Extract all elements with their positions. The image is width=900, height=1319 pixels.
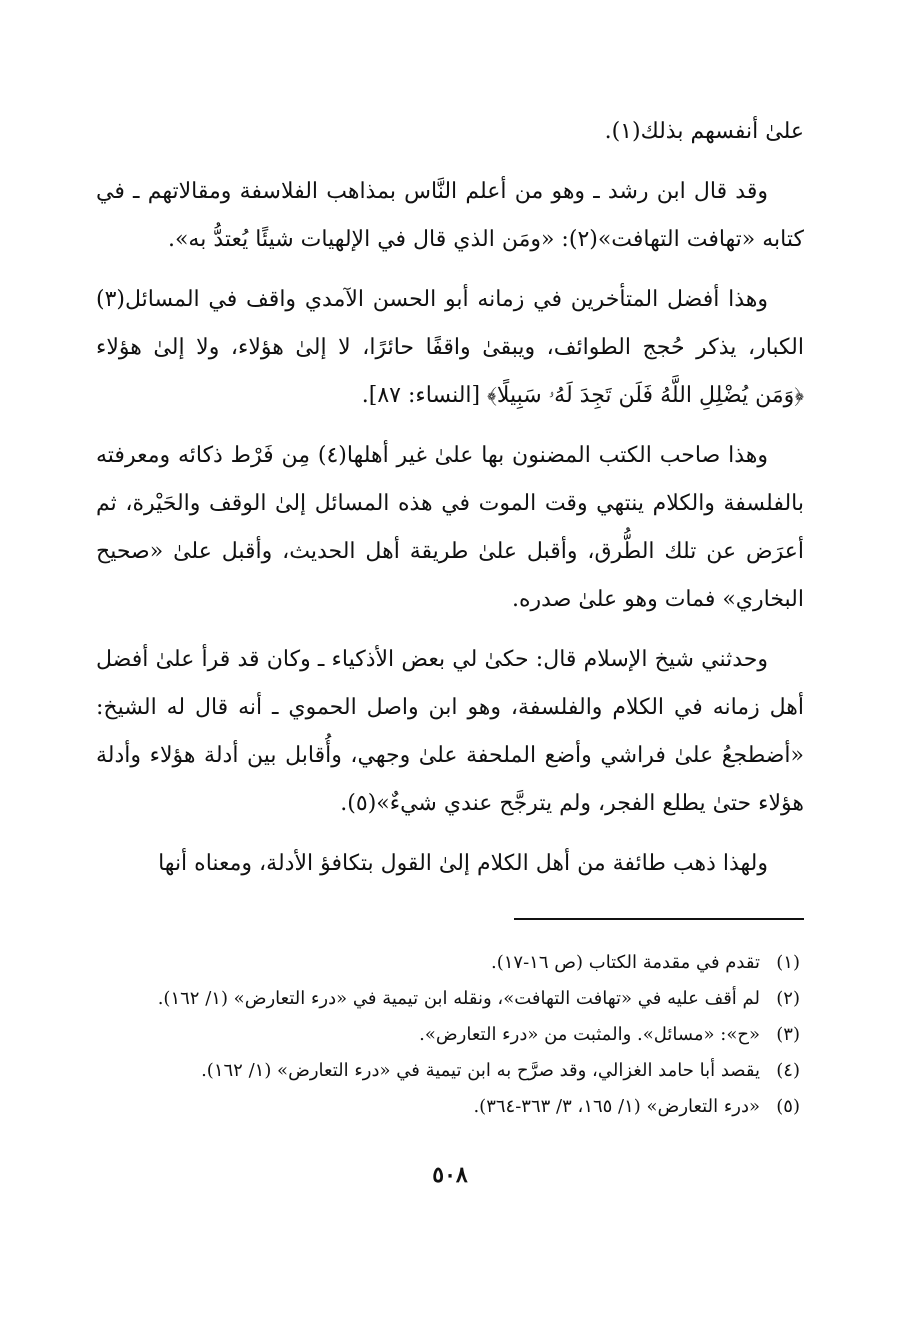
footnote-text: لم أقف عليه في «تهافت التهافت»، ونقله ابن تيمية في «درء التعارض» (١/ ١٦٢). (157, 988, 760, 1009)
paragraph-ghazali: وهذا صاحب الكتب المضنون بها علىٰ غير أهلها(٤) مِن فَرْط ذكائه ومعرفته بالفلسفة والكلام ينتهي وقت الموت في هذه المسائل إلىٰ الوقف والحَيْرة، ثم أعرَض عن تلك الطُّرق، وأقبل علىٰ طريقة أهل الحديث، وأقبل علىٰ «صحيح البخاري» فمات وهو علىٰ صدره. (96, 443, 805, 612)
page-number: ٥٠٨ (432, 1162, 468, 1188)
footnote-number: (٥) (776, 1096, 800, 1117)
footnote-number: (١) (776, 952, 800, 973)
footnote-item (96, 981, 800, 1017)
paragraph-continuation: علىٰ أنفسهم بذلك(١). (604, 119, 804, 144)
footnote-number: (٢) (776, 988, 800, 1009)
footnote-number: (٣) (776, 1024, 800, 1045)
footnote-number: (٤) (776, 1060, 800, 1081)
footnote-text: «درء التعارض» (١/ ١٦٥، ٣/ ٣٦٣-٣٦٤). (473, 1096, 760, 1117)
footnote-text: يقصد أبا حامد الغزالي، وقد صرَّح به ابن تيمية في «درء التعارض» (١/ ١٦٢). (201, 1060, 760, 1081)
paragraph-ibn-rushd: وقد قال ابن رشد ـ وهو من أعلم النَّاس بمذاهب الفلاسفة ومقالاتهم ـ في كتابه «تهافت التهافت»(٢): «ومَن الذي قال في الإلهيات شيئًا يُعتدُّ به». (96, 179, 804, 252)
footnotes (96, 945, 800, 1125)
footnote-divider (514, 918, 804, 920)
footnote-text: تقدم في مقدمة الكتاب (ص ١٦-١٧). (490, 952, 760, 973)
main-text (96, 108, 804, 900)
footnote-item (96, 1053, 800, 1089)
paragraph-amidi: وهذا أفضل المتأخرين في زمانه أبو الحسن الآمدي واقف في المسائل(٣) الكبار، يذكر حُجج الطوائف، ويبقىٰ واقفًا حائرًا، لا إلىٰ هؤلاء، ولا إلىٰ هؤلاء ﴿وَمَن يُضْلِلِ اللَّهُ فَلَن تَجِدَ لَهُۥ سَبِيلًا﴾ [النساء: ٨٧]. (96, 287, 804, 408)
footnote-item (96, 1017, 800, 1053)
footnote-text: «ح»: «مسائل». والمثبت من «درء التعارض». (419, 1024, 760, 1045)
footnote-item (96, 1089, 800, 1125)
paragraph-shaykh-story: وحدثني شيخ الإسلام قال: حكىٰ لي بعض الأذكياء ـ وكان قد قرأ علىٰ أفضل أهل زمانه في الكلام والفلسفة، وهو ابن واصل الحموي ـ أنه قال له الشيخ: «أضطجعُ علىٰ فراشي وأضع الملحفة علىٰ وجهي، وأُقابل بين أدلة هؤلاء وأدلة هؤلاء حتىٰ يطلع الفجر، ولم يترجَّح عندي شيءٌ»(٥). (96, 647, 804, 816)
footnote-item (96, 945, 800, 981)
paragraph-takafu: ولهذا ذهب طائفة من أهل الكلام إلىٰ القول بتكافؤ الأدلة، ومعناه أنها (158, 851, 768, 876)
